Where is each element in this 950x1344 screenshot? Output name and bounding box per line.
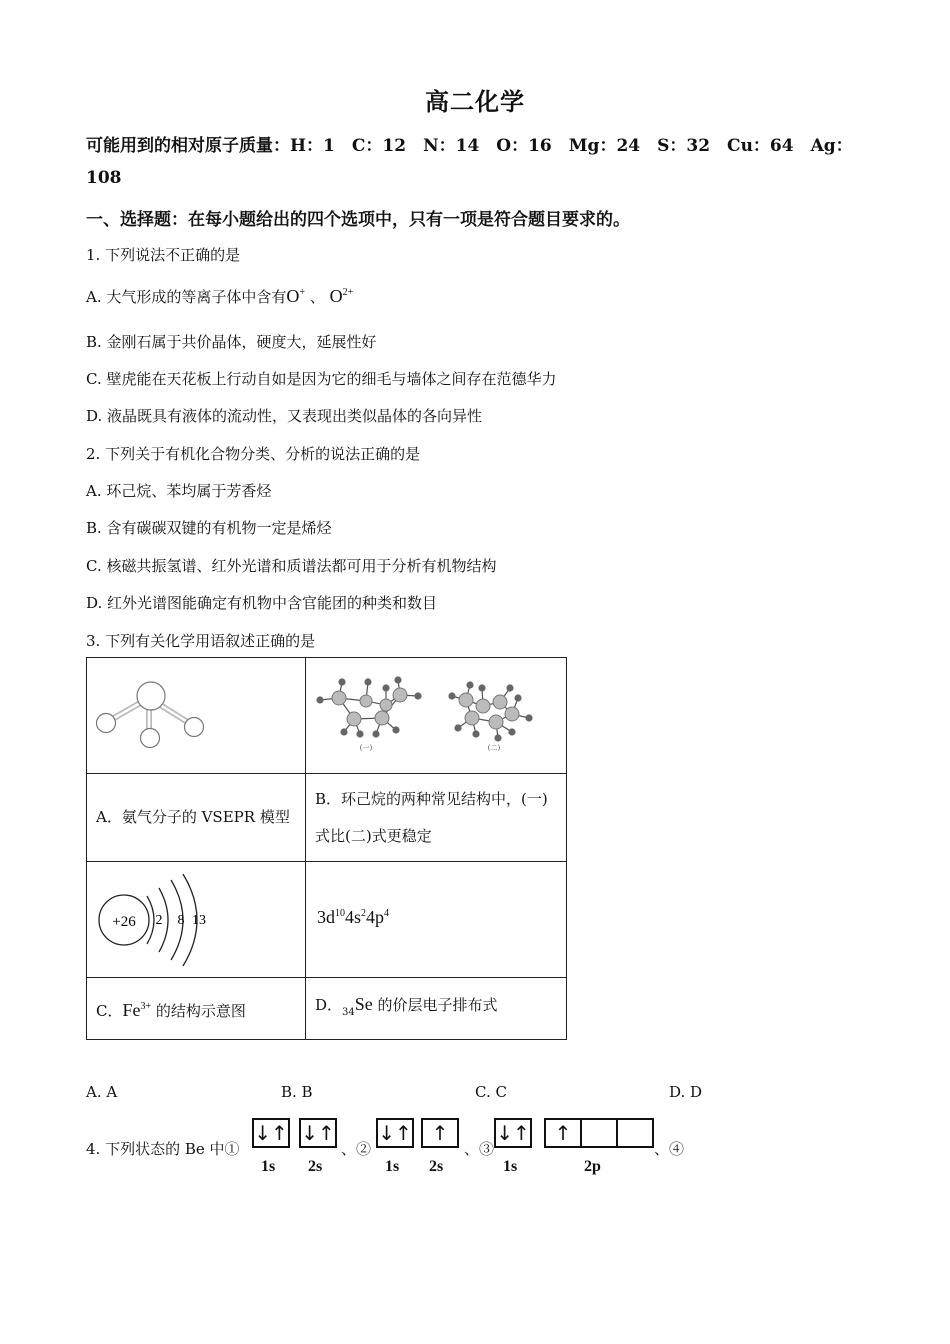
option-c-cell — [87, 978, 306, 1040]
option-d-cell — [306, 978, 567, 1040]
orbital-label: 1s — [385, 1158, 400, 1175]
label: C． — [96, 1001, 123, 1020]
q4-row — [86, 1118, 846, 1178]
orbital-box: ↓↑ — [299, 1118, 337, 1148]
q3-answer-b: B. B — [281, 1083, 313, 1101]
orbital-label: 2s — [429, 1158, 444, 1175]
orbital-label: 1s — [503, 1158, 518, 1175]
orbital-box: ↓↑ — [494, 1118, 532, 1148]
q3-stem: 3. 下列有关化学用语叙述正确的是 — [86, 632, 316, 650]
q3-table — [86, 657, 567, 1040]
orbital-box-empty — [616, 1118, 654, 1148]
orbital-3d: 3d — [317, 907, 335, 927]
option-d-text — [306, 989, 566, 1028]
sup-4p: 4 — [384, 908, 390, 919]
se-config-cell — [306, 862, 567, 978]
section-heading: 一、选择题：在每小题给出的四个选项中，只有一项是符合题目要求的。 — [86, 210, 630, 230]
suffix: 的价层电子排布式 — [372, 996, 498, 1014]
q4-stem: 4. 下列状态的 Be 中① — [86, 1140, 240, 1158]
option-a-text: A．氨气分子的 VSEPR 模型 — [96, 808, 290, 826]
orbital-label: 1s — [261, 1158, 276, 1175]
separator-4: 、④ — [654, 1140, 685, 1158]
ion-symbol: O — [329, 286, 343, 306]
orbital-box: ↓↑ — [376, 1118, 414, 1148]
shell-2: 8 — [177, 913, 185, 928]
cyclohexane-cell — [306, 658, 567, 774]
nh3-vsepr-figure — [87, 658, 305, 769]
ion-charge: 2+ — [342, 287, 354, 298]
orbital-box-empty — [580, 1118, 618, 1148]
q2-option-b: B. 含有碳碳双键的有机物一定是烯烃 — [86, 519, 332, 537]
nh3-model-cell — [87, 658, 306, 774]
q1-option-a-text: A. 大气形成的等离子体中含有 — [86, 288, 287, 306]
fe-structure-figure — [87, 862, 305, 973]
nucleus-charge: +26 — [112, 914, 136, 930]
q2-stem: 2. 下列关于有机化合物分类、分析的说法正确的是 — [86, 445, 421, 463]
q2-option-d: D. 红外光谱图能确定有机物中含官能团的种类和数目 — [86, 594, 438, 612]
fe-ion — [122, 1000, 151, 1020]
option-b-text: B．环己烷的两种常见结构中，(一)式比(二)式更稳定 — [315, 789, 548, 845]
option-b-cell — [306, 774, 567, 862]
q1-option-c: C. 壁虎能在天花板上行动自如是因为它的细毛与墙体之间存在范德华力 — [86, 370, 557, 388]
q1-stem: 1. 下列说法不正确的是 — [86, 246, 241, 264]
orbital-4s: 4s — [345, 907, 362, 927]
shell-1: 2 — [155, 913, 163, 928]
q3-answer-c: C. C — [475, 1083, 507, 1101]
separator-2: 、② — [341, 1140, 372, 1158]
orbital-box: ↓↑ — [252, 1118, 290, 1148]
option-a-cell — [87, 774, 306, 862]
q2-option-a: A. 环己烷、苯均属于芳香烃 — [86, 482, 272, 500]
ion-charge: + — [299, 287, 306, 298]
orbital-label: 2s — [308, 1158, 323, 1175]
orbital-label: 2p — [584, 1158, 601, 1175]
page-title: 高二化学 — [425, 87, 525, 116]
orbital-4p: 4p — [366, 907, 385, 927]
option-c-text — [87, 992, 305, 1026]
orbital-box: ↑ — [544, 1118, 582, 1148]
atomic-mass-line-2: 108 — [86, 168, 122, 188]
symbol: Se — [354, 994, 373, 1014]
q1-option-d: D. 液晶既具有液体的流动性，又表现出类似晶体的各向异性 — [86, 407, 483, 425]
q1-option-a — [86, 286, 353, 307]
atomic-number: 34 — [342, 1007, 355, 1018]
fig-label-1: (一) — [359, 744, 373, 752]
shell-3: 13 — [192, 913, 206, 928]
q1-option-b: B. 金刚石属于共价晶体，硬度大，延展性好 — [86, 333, 377, 351]
ion-symbol: O — [286, 286, 300, 306]
cyclohexane-figure — [306, 658, 566, 769]
symbol: Fe — [122, 999, 141, 1020]
sup-4s: 2 — [361, 908, 367, 919]
fig-label-2: (二) — [487, 744, 501, 752]
q2-option-c: C. 核磁共振氢谱、红外光谱和质谱法都可用于分析有机物结构 — [86, 557, 497, 575]
suffix: 的结构示意图 — [151, 1001, 246, 1020]
separator: 、 — [309, 288, 325, 306]
separator-3: 、③ — [464, 1140, 495, 1158]
se-config — [306, 907, 566, 932]
ion-o-2plus — [330, 286, 354, 306]
q3-answer-d: D. D — [669, 1083, 703, 1101]
ion-o-plus — [286, 286, 305, 306]
charge: 3+ — [140, 1000, 152, 1012]
label: D． — [315, 996, 343, 1014]
orbital-box: ↑ — [421, 1118, 459, 1148]
fe-diagram-cell — [87, 862, 306, 978]
atomic-mass-line: 可能用到的相对原子质量：H：1 C：12 N：14 O：16 Mg：24 S：32 Cu：64 Ag： — [86, 136, 853, 156]
sup-3d: 10 — [335, 908, 345, 919]
q3-answer-a: A. A — [86, 1083, 118, 1101]
